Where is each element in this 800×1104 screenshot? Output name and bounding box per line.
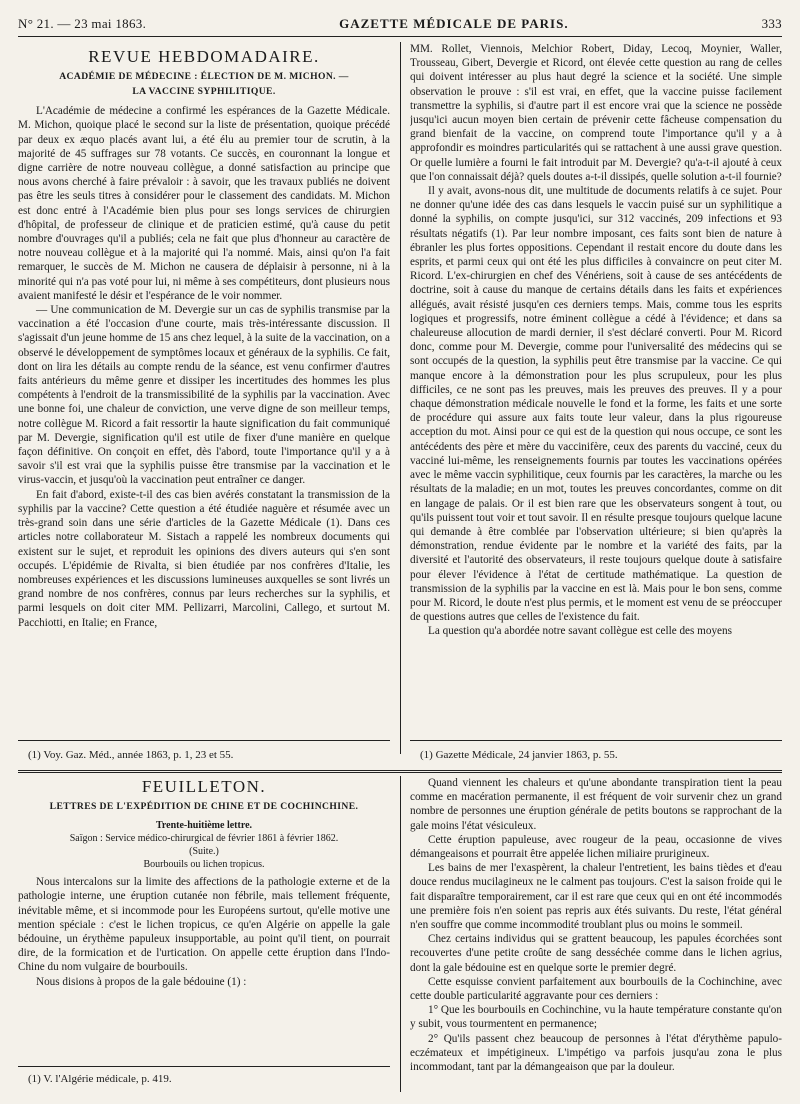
revue-paragraph: — Une communication de M. Devergie sur un cas de syphilis transmise par la vaccination a été l'occasion d'une courte, mais très-intéressante discussion. Il s'agissait d'un jeune homme de 15 ans chez lequel, à la suite de la vaccination, on a observé le développement de symptômes locaux et généraux de la syphilis. Ce fait, dont on lira les détails au compte rendu de la séance, est venu confirmer d'autres faits antérieurs du même genre et dissiper les incertitudes des hommes les plus compétents à l'endroit de la transmissibilité de la syphilis par la vaccination. Avec une bonne foi, une chaleur de conviction, une verve digne de son meilleur temps, notre collègue M. Ricord a fait ressortir la haute signification du fait communiqué par M. Devergie, signification qu'il est utile de fixer d'une manière en quelque façon définitive. On conçoit en effet, dès l'abord, toute l'importance qu'il y a à savoir s'il est vrai que la syphilis puisse être transmise par la vaccination et le virus-vaccin, et jusqu'où la vaccination peut entraîner ce danger. xyxy=(18,304,390,487)
revue-paragraph: La question qu'a abordée notre savant collègue est celle des moyens xyxy=(428,625,732,638)
revue-subheading-1: ACADÉMIE DE MÉDECINE : ÉLECTION DE M. MICHON. — xyxy=(59,71,349,83)
revue-paragraph: MM. Rollet, Viennois, Melchior Robert, Diday, Lecoq, Moynier, Waller, Trousseau, Gibert, Devergie et Ricord, ont élevée cette question au rang de celles qui doivent intéresser au plus haut degré la science et la société. Une simple observation le prouve : s'il est vrai, en effet, que la vaccine puisse facilement transmettre la syphilis, si d'autre part il est encore vrai que la science ne possède jusqu'ici aucun moyen bien certain de prévenir cette fâcheuse compensation du grand bienfait de la vaccine, on comprend toute l'importance qu'il y a à approfondir es moindres particularités qui se rattachent à une aussi grave question. Or quelle lumière a fourni le fait introduit par M. Devergie? qu'a-t-il ajouté à ceux que l'on connaissait déjà? quels doutes a-t-il dissipés, quelle solution a-t-il fournie? xyxy=(410,43,782,183)
feuilleton-paragraph: Nous disions à propos de la gale bédouine (1) : xyxy=(36,975,247,988)
page-header xyxy=(18,12,782,32)
feuilleton-divider xyxy=(400,776,401,1092)
column-divider xyxy=(400,42,401,754)
revue-paragraph: L'Académie de médecine a confirmé les espérances de la Gazette Médicale. M. Michon, quoique placé le second sur la liste de présentation, quoique précédé par deux ex æquo placés avant lui, a été élu au premier tour de scrutin, à la majorité de 45 suffrages sur 78 votants. Ce succès, en couronnant la longue et digne carrière de notre nouveau collègue, a donné satisfaction au principe que nous avons cherché à faire prévaloir : à savoir, que les travaux publiés ne doivent pas être les seuls titres à considérer pour le classement des candidats. M. Michon est donc entré à l'Académie bien plus pour ses longs services de chirurgien d'hôpital, de professeur de clinique et de praticien estimé, qu'à cause du petit nombre d'ouvrages qu'il a publiés; cela ne fait que plus d'honneur au caractère de notre nouveau collègue et à la majorité qui l'a nommé. Mais, ainsi qu'on l'a fait remarquer, le succès de M. Michon ne causera de déplaisir à personne, ni à la minorité qui n'a pas voté pour lui, ni même à ses compétiteurs, dont plusieurs nous avaient manifesté le désir et l'espérance de le voir nommer. xyxy=(18,105,390,302)
feuilleton-subheading: LETTRES DE L'EXPÉDITION DE CHINE ET DE COCHINCHINE. xyxy=(49,801,359,813)
feuilleton-paragraph: 1° Que les bourbouils en Cochinchine, vu la haute température constante qu'on y subit, vous tourmentent en permanence; xyxy=(410,1004,782,1031)
feuilleton-paragraph: Quand viennent les chaleurs et qu'une abondante transpiration tient la peau comme en macération permanente, il est fréquent de voir survenir chez un grand nombre de personnes une éruption générale de petits boutons se rapprochant de la gale moins l'état vésiculeux. xyxy=(410,777,782,832)
revue-subheading-2: LA VACCINE SYPHILITIQUE. xyxy=(132,86,276,98)
revue-paragraph: En fait d'abord, existe-t-il des cas bien avérés constatant la transmission de la syphilis par la vaccine? Cette question a été étudiée naguère et résumée avec un très-grand soin dans une série d'articles de la Gazette Médicale (1). Dans ces articles notre collaborateur M. Sistach a rappelé les nombreux documents qui existent sur le sujet, et reproduit les opinions des divers auteurs qui s'en sont occupés. L'épidémie de Rivalta, si bien étudiée par nos confrères d'Italie, les nombreuses expériences et les discussions lumineuses auxquelles se sont livrés un grand nombre de nos confrères, connus par leurs recherches sur la syphilis, et parmi lesquels on doit citer MM. Pellizarri, Marcolini, Callego, et surtout M. Pacchiotti, en Italie; en France, xyxy=(18,488,390,629)
feuilleton-heading: FEUILLETON. xyxy=(141,777,267,796)
feuilleton-paragraph: Cette esquisse convient parfaitement aux bourbouils de la Cochinchine, avec cette double particularité aggravante pour ces derniers : xyxy=(410,975,782,1003)
feuilleton-rule xyxy=(18,770,782,773)
feuilleton-paragraph: Les bains de mer l'exaspèrent, la chaleur l'entretient, les bains tièdes et d'eau douce rendus mucilagineux ne le calment pas toujours. C'est la saison froide qui le fait disparaître temporairement, car il est rare que ceux qui en ont été incommodés une première fois n'en soient pas repris aux étés suivants. Du reste, l'état général n'en souffre que comme incommodité troublant plus ou moins le sommeil. xyxy=(410,862,782,932)
letter-location: Saïgon : Service médico-chirurgical de février 1861 à février 1862. xyxy=(69,833,339,845)
header-rule xyxy=(18,36,782,37)
letter-topic: Bourbouils ou lichen tropicus. xyxy=(143,859,265,871)
footnote-rule-right xyxy=(410,740,782,741)
page-number: 333 xyxy=(761,16,782,31)
feuilleton-paragraph: Nous intercalons sur la limite des affections de la pathologie externe et de la pathologie interne, une éruption cutanée non fébrile, mais tellement fréquente, inévitable même, et si incommode pour les Européens surtout, qu'elle motive une mention spéciale : c'est le lichen tropicus, ce qu'en Algérie on appelle la gale bédouine, un érythème papuleux insupportable, au point qu'il tient, on pourrait dire, de la formication et de l'urtication. On appelle cette éruption dans l'Indo-Chine du nom vulgaire de bourbouils. xyxy=(18,876,390,974)
feuilleton-left-column xyxy=(18,776,390,1062)
issue-number: N° 21. — 23 mai 1863. xyxy=(18,16,147,31)
footnote-rule-left xyxy=(18,740,390,741)
letter-number: Trente-huitième lettre. xyxy=(155,820,253,832)
letter-continued: (Suite.) xyxy=(189,846,219,858)
revue-footnote-right: (1) Gazette Médicale, 24 janvier 1863, p. 55. xyxy=(420,749,618,761)
journal-title: GAZETTE MÉDICALE DE PARIS. xyxy=(339,16,569,31)
revue-footnote-left: (1) Voy. Gaz. Méd., année 1863, p. 1, 23 et 55. xyxy=(28,749,234,761)
feuilleton-paragraph: 2° Qu'ils passent chez beaucoup de personnes à l'état d'érythème papulo-eczémateux et impétigineux. L'impétigo va parfois jusqu'au zona le plus incommodant, tant par la démangeaison que par la douleur. xyxy=(410,1032,782,1074)
revue-right-column xyxy=(410,42,782,736)
revue-left-column xyxy=(18,42,390,736)
revue-paragraph: Il y avait, avons-nous dit, une multitude de documents relatifs à ce sujet. Pour ne donner qu'une idée des cas dans lesquels le vaccin puisé sur un syphilitique a donné la syphilis, on compte jusqu'ici, sur 312 vaccinés, 209 infections et 93 résultats négatifs (1). Par leur nombre imposant, ces faits sont bien de nature à ébranler les plus fortes oppositions. Cependant il restait encore du doute dans les esprits, et parmi ceux qui ont été les plus difficiles à convaincre on peut citer M. Ricord. L'ex-chirurgien en chef des Vénériens, soit à cause de ses antécédents de doctrine, soit à cause du manque de certains détails dans les faits et expériences allégués, avait résisté jusqu'en ces derniers temps. Mais, comme tous les esprits logiques et progressifs, notre éminent collègue a cédé à l'évidence; et dans sa chaleureuse allocution de mardi dernier, il s'est déclaré converti. Pour M. Ricord donc, comme pour M. Devergie, comme pour l'universalité des médecins qui se sont occupés de la question, la syphilis peut être transmise par la vaccine. Ce qui manque encore à la démonstration pour les plus scrupuleux, pour les plus difficiles, ce ne sont pas les preuves, mais les preuves des preuves. Il y a pour chaque démonstration médicale nouvelle le fond et la forme, les faits et une sorte de procédure qui assure aux faits toute leur valeur, dans la plus rigoureuse acception du mot. Ainsi pour ce qui est de la question qui nous occupe, ce sont les antécédents des père et mère du vaccinifère, ceux des parents du vacciné, ceux du vacciné lui-même, les renseignements fournis par toutes les vaccinations opérées avec le même vaccin syphilitique, ceux fournis par les caractères, la marche ou les résultats de la maladie; en un mot, toutes les preuves concordantes, comme on dit en langage de palais. Or il est bien rare que les observateurs songent à tout, ou qu'ils puissent tout voir et tout savoir. Il en résulte presque toujours quelque lacune qui demande à être comblée par l'observation ultérieure; si bien qu'après la démonstration, rendue évidente par le nombre et la variété des faits, par la diversité et l'autorité des observateurs, il reste toujours quelque doute à satisfaire pour élever l'évidence à l'état de certitude mathématique. La question de transmission de la syphilis par la vaccine en est là. Mais pour le bon sens, comme pour M. Ricord, le doute n'est plus permis, et le moment est venu de se préoccuper de questions autres que celles de l'existence du fait. xyxy=(410,185,782,624)
revue-heading: REVUE HEBDOMADAIRE. xyxy=(88,47,320,66)
feuilleton-right-column xyxy=(410,776,782,1094)
feuilleton-footnote: (1) V. l'Algérie médicale, p. 419. xyxy=(28,1073,172,1085)
feuilleton-paragraph: Chez certains individus qui se grattent beaucoup, les papules écorchées sont recouvertes d'une petite croûte de sang desséchée comme dans le lichen agrius, dont la gale bédouine est en quelque sorte le premier degré. xyxy=(410,933,782,974)
feuilleton-footnote-rule xyxy=(18,1066,390,1067)
feuilleton-paragraph: Cette éruption papuleuse, avec rougeur de la peau, occasionne de vives démangeaisons et pourrait être appelée lichen miliaire prurigineux. xyxy=(410,833,782,861)
